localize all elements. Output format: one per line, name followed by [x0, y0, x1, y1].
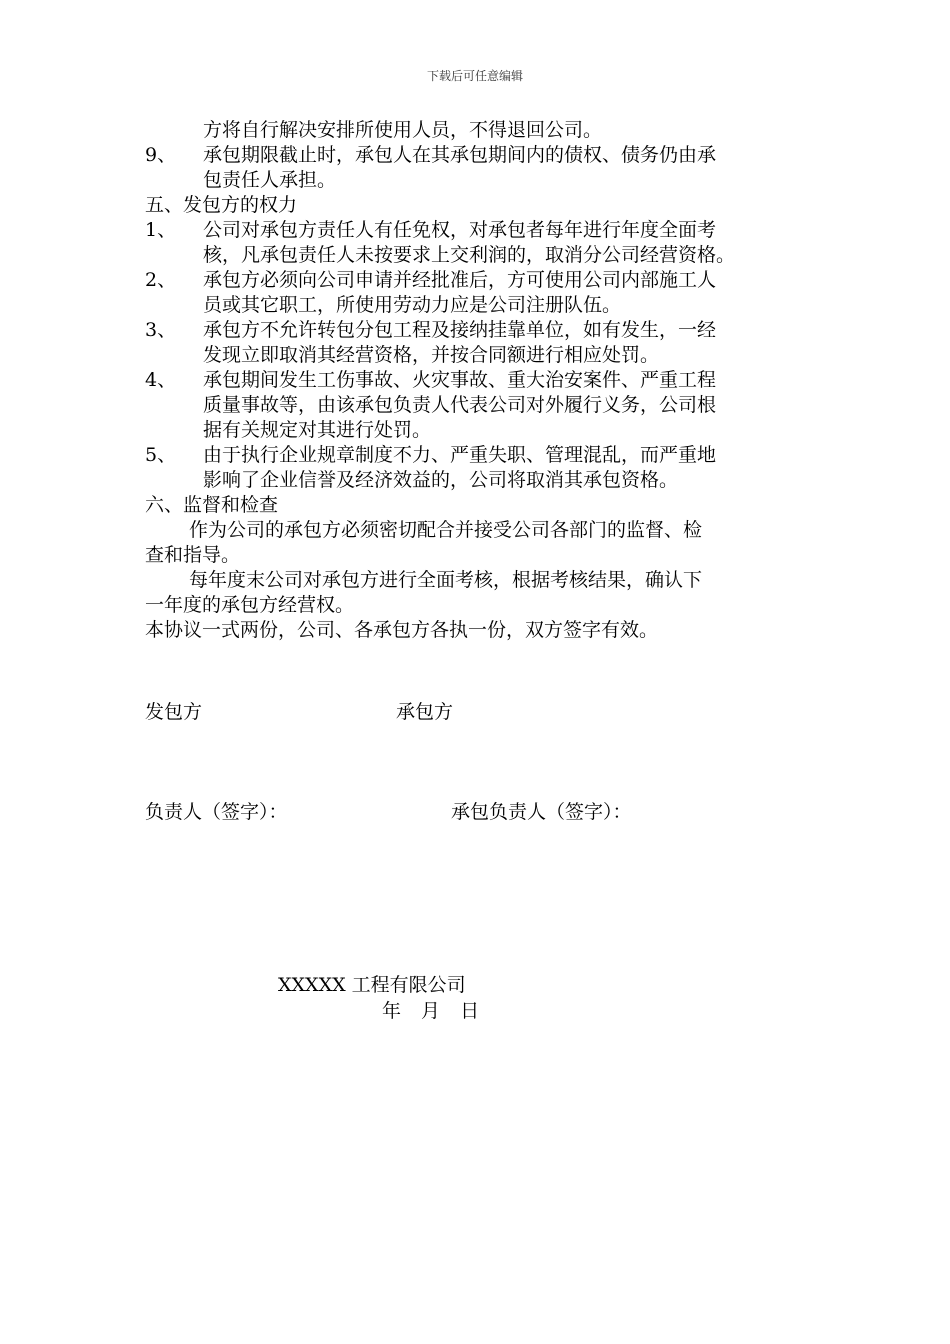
signature-b-label: 承包负责人（签字）： [451, 801, 632, 823]
item-number: 3、 [145, 319, 177, 341]
item-number: 5、 [145, 444, 177, 466]
continuation-line: 方将自行解决安排所使用人员，不得退回公司。 [203, 119, 603, 141]
item-text: 承包方不允许转包分包工程及接纳挂靠单位，如有发生，一经 [203, 319, 717, 341]
item-number: 9、 [145, 144, 177, 166]
section-title: 五、发包方的权力 [145, 194, 298, 216]
item-text: 承包期限截止时，承包人在其承包期间内的债权、债务仍由承 [203, 144, 717, 166]
paragraph-line: 查和指导。 [145, 544, 241, 566]
item-text: 核，凡承包责任人未按要求上交利润的，取消分公司经营资格。 [203, 244, 736, 266]
section-title: 六、监督和检查 [145, 494, 279, 516]
list-item [145, 443, 825, 493]
item-number: 4、 [145, 369, 177, 391]
list-item [145, 218, 825, 268]
paragraph-line: 一年度的承包方经营权。 [145, 594, 355, 616]
item-text: 承包方必须向公司申请并经批准后，方可使用公司内部施工人 [203, 269, 717, 291]
item-text: 承包期间发生工伤事故、火灾事故、重大治安案件、严重工程 [203, 369, 717, 391]
party-a-label: 发包方 [145, 701, 203, 723]
item-text: 据有关规定对其进行处罚。 [203, 419, 432, 441]
paragraph-line: 每年度末公司对承包方进行全面考核，根据考核结果，确认下 [189, 569, 703, 591]
signature-a-label: 负责人（签字）： [145, 801, 288, 823]
page-header: 下载后可任意编辑 [426, 69, 523, 83]
item-text: 发现立即取消其经营资格，并按合同额进行相应处罚。 [203, 344, 660, 366]
party-b-label: 承包方 [396, 701, 454, 723]
list-item [145, 318, 825, 368]
item-text: 质量事故等，由该承包负责人代表公司对外履行义务，公司根 [203, 394, 717, 416]
item-text: 包责任人承担。 [203, 169, 337, 191]
item-text: 影响了企业信誉及经济效益的，公司将取消其承包资格。 [203, 469, 679, 491]
date-line: 年 月 日 [382, 1000, 480, 1022]
item-text: 员或其它职工，所使用劳动力应是公司注册队伍。 [203, 294, 622, 316]
list-item [145, 268, 825, 318]
paragraph-line: 作为公司的承包方必须密切配合并接受公司各部门的监督、检 [189, 519, 703, 541]
item-text: 由于执行企业规章制度不力、严重失职、管理混乱，而严重地 [203, 444, 717, 466]
list-item-9 [145, 143, 825, 193]
item-number: 2、 [145, 269, 177, 291]
list-item [145, 368, 825, 443]
item-number: 1、 [145, 219, 177, 241]
document-body [145, 118, 825, 643]
company-name: XXXXX 工程有限公司 [278, 974, 466, 996]
item-text: 公司对承包方责任人有任免权，对承包者每年进行年度全面考 [203, 219, 717, 241]
closing-statement: 本协议一式两份，公司、各承包方各执一份，双方签字有效。 [145, 619, 659, 641]
